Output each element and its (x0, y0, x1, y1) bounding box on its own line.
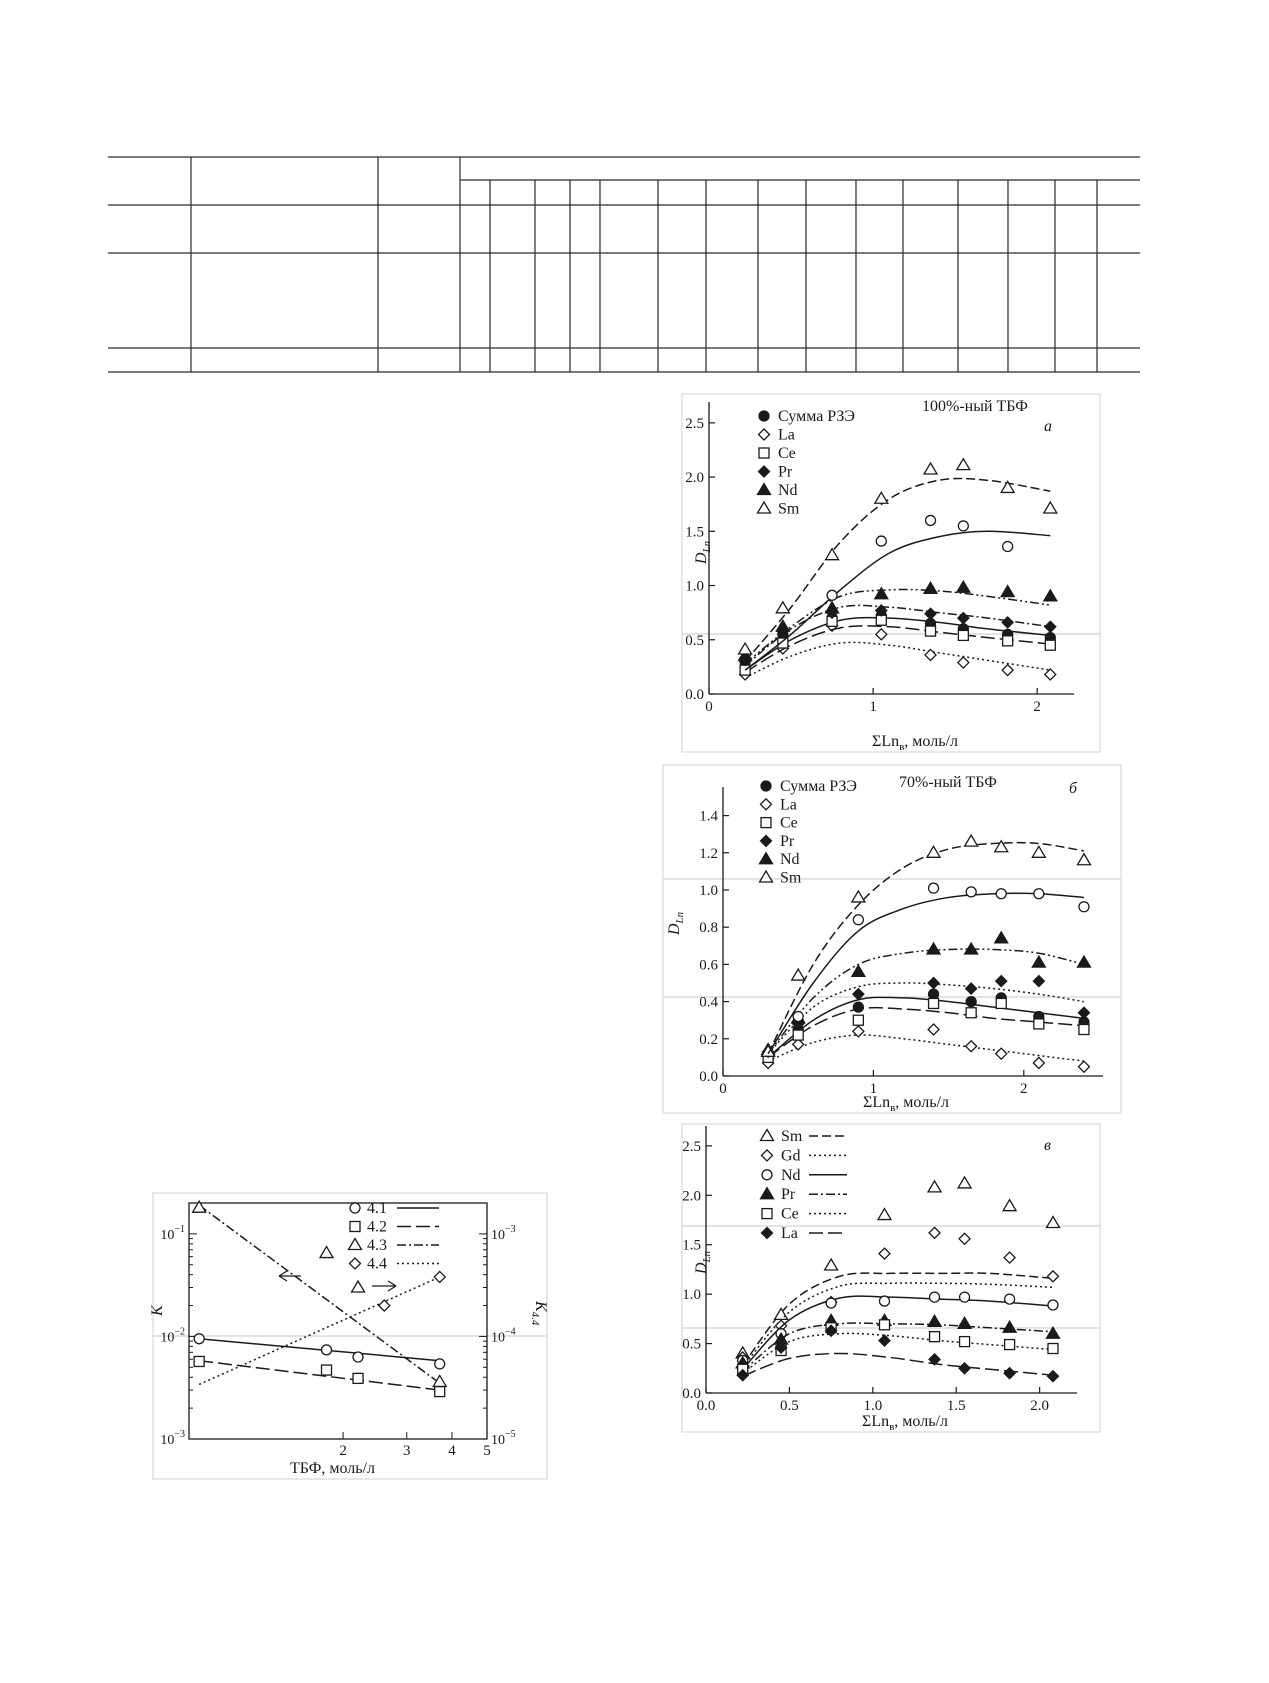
legend-marker (761, 1130, 774, 1141)
data-point (959, 1233, 970, 1244)
series-line (199, 1277, 440, 1385)
data-point (924, 582, 937, 593)
chart-v-ylabel-main: D (693, 1262, 710, 1274)
panel-v-plot (682, 1126, 1077, 1414)
x-tick-label: 0.0 (696, 1398, 716, 1414)
data-point (929, 998, 939, 1008)
y-left-tick-label (160, 1326, 185, 1345)
legend-marker (762, 1150, 773, 1161)
data-point (1034, 1019, 1044, 1029)
y-tick-label: 2.5 (682, 1138, 701, 1155)
legend-label: Pr (781, 1186, 796, 1204)
data-point (957, 459, 970, 470)
y-tick-label: 0.5 (682, 1336, 701, 1353)
data-point (958, 1177, 971, 1188)
data-point (996, 889, 1006, 899)
chart-b-ylabel-main: D (666, 923, 683, 935)
data-point (875, 492, 888, 503)
data-point (926, 515, 936, 525)
data-point (929, 1227, 940, 1238)
data-point (996, 998, 1006, 1008)
panel-v-legend (761, 1128, 848, 1242)
y-tick-label: 1.2 (699, 845, 718, 862)
chart-b-xlabel-sub: в (890, 1102, 896, 1114)
data-point (1048, 1300, 1058, 1310)
x-tick-label: 0.5 (780, 1398, 799, 1414)
data-point (1034, 889, 1044, 899)
chart-a-ylabel (693, 540, 713, 565)
data-point (379, 1300, 390, 1311)
data-point (1079, 1025, 1089, 1035)
y-tick-label: 0.5 (685, 632, 704, 649)
chart-a-xlabel-main: ΣLn (872, 733, 900, 750)
series-curve (745, 531, 1050, 670)
data-point (879, 1296, 889, 1306)
data-point (1079, 902, 1089, 912)
chart-v-xlabel-sub: в (889, 1421, 895, 1433)
chart-b-xlabel-main: ΣLn (863, 1094, 891, 1111)
data-point (924, 463, 937, 474)
data-point (926, 626, 936, 636)
data-point (1033, 1057, 1044, 1068)
y-tick-label: 1.4 (699, 808, 718, 825)
data-point (826, 549, 839, 560)
chart-v-xlabel-main: ΣLn (862, 1413, 890, 1430)
data-point (957, 581, 970, 592)
legend-marker (759, 448, 769, 458)
data-point (775, 1308, 788, 1319)
legend-marker (760, 871, 773, 882)
panel-a-plot (685, 402, 1074, 715)
data-point (925, 649, 936, 660)
data-point (1044, 590, 1057, 601)
data-point (1005, 1294, 1015, 1304)
chart-v-ylabel (693, 1250, 713, 1275)
y-right-tick-label (491, 1224, 516, 1243)
data-point (1078, 1061, 1089, 1072)
data-point (1047, 1271, 1058, 1282)
chart-v-xlabel (862, 1413, 948, 1433)
y-tick-label: 0.0 (685, 687, 704, 703)
y-left-tick-label (160, 1429, 185, 1448)
data-point (433, 1375, 446, 1386)
y-tick-label: 0.0 (699, 1069, 718, 1085)
chart-a-xlabel-sub: в (899, 741, 905, 753)
data-point (194, 1356, 204, 1366)
data-point (1004, 1252, 1015, 1263)
legend-marker (761, 1188, 774, 1199)
data-point (1046, 1216, 1059, 1227)
legend-marker (349, 1239, 362, 1250)
data-point (996, 1048, 1007, 1059)
legend-marker (761, 835, 772, 846)
legend-marker (761, 781, 771, 791)
data-point (960, 1337, 970, 1347)
data-point (928, 1181, 941, 1192)
legend-marker (762, 1209, 772, 1219)
series-Ce (763, 998, 1089, 1062)
data-point (958, 521, 968, 531)
data-point (965, 835, 978, 846)
data-point (876, 536, 886, 546)
series-4.3 (193, 1201, 447, 1386)
chart-k-xlabel: ТБФ, моль/л (290, 1460, 375, 1477)
chart-panel-v (682, 1124, 1102, 1434)
data-point (878, 1209, 891, 1220)
data-point (322, 1345, 332, 1355)
data-point (930, 1332, 940, 1342)
x-tick-label: 0 (719, 1081, 727, 1097)
data-point (1005, 1340, 1015, 1350)
y-tick-label: 1.0 (699, 883, 718, 899)
tick-base: 10 (491, 1227, 505, 1243)
tick-exponent: −1 (174, 1223, 185, 1235)
legend-marker (350, 1258, 361, 1269)
data-point (925, 608, 936, 619)
series-4.1 (194, 1334, 445, 1369)
legend-marker (762, 1170, 772, 1180)
y-tick-label: 1.5 (682, 1237, 701, 1254)
data-point (928, 978, 939, 989)
chart-a-xlabel-unit: , моль/л (904, 733, 958, 750)
series-curve (768, 1035, 1084, 1061)
tick-base: 10 (160, 1227, 175, 1243)
chart-v-svg (682, 1124, 1102, 1434)
data-point (966, 983, 977, 994)
legend-label: 4.2 (367, 1218, 387, 1236)
data-point (1077, 854, 1090, 865)
chart-panel-b (663, 765, 1123, 1115)
right-axis-arrow (372, 1281, 396, 1291)
data-point (194, 1334, 204, 1344)
chart-a-title: 100%-ный ТБФ (922, 398, 1028, 415)
data-point (792, 969, 805, 980)
data-point (1045, 669, 1056, 680)
data-point (1001, 481, 1014, 492)
x-tick-label: 4 (448, 1443, 456, 1459)
x-tick-label: 1 (869, 699, 877, 715)
data-point (853, 1015, 863, 1025)
panel-a-legend (758, 408, 855, 518)
legend-label: 4.4 (367, 1255, 387, 1273)
data-point (958, 1317, 971, 1328)
x-tick-label: 2.0 (1030, 1398, 1050, 1414)
chart-b-ylabel-sub: Ln (674, 911, 686, 924)
data-point (853, 915, 863, 925)
data-point (320, 1247, 333, 1258)
data-point (958, 630, 968, 640)
data-point (1004, 1368, 1015, 1379)
legend-marker (761, 799, 772, 810)
chart-panel-k (149, 1193, 549, 1481)
data-point (825, 1259, 838, 1270)
data-point (353, 1373, 363, 1383)
y-tick-label: 2.0 (682, 1188, 701, 1205)
x-tick-label: 5 (483, 1443, 491, 1459)
data-point (852, 891, 865, 902)
data-point (960, 1292, 970, 1302)
x-tick-label: 1.0 (863, 1398, 883, 1414)
tick-exponent: −4 (505, 1326, 516, 1338)
chart-a-panel-label: а (1044, 418, 1052, 435)
legend-label: Ce (780, 814, 798, 832)
data-point (827, 590, 837, 600)
data-point (995, 932, 1008, 943)
legend-label: Сумма РЗЭ (778, 408, 855, 425)
chart-b-ylabel (666, 911, 686, 936)
legend-label: 4.1 (367, 1200, 387, 1217)
data-point (959, 1363, 970, 1374)
legend-label: Pr (778, 463, 793, 481)
panel-k-plot (160, 1201, 515, 1459)
y-tick-label: 2.5 (685, 415, 704, 432)
chart-k-ylabel-right (529, 1300, 549, 1326)
data-point (928, 1315, 941, 1326)
data-point (929, 989, 939, 999)
chart-b-xlabel-unit: , моль/л (895, 1094, 949, 1111)
legend-label: Gd (781, 1147, 801, 1165)
chart-k-ylabel-right-main: K (532, 1301, 549, 1312)
tick-base: 10 (160, 1330, 175, 1346)
chart-v-xlabel-unit: , моль/л (894, 1413, 948, 1430)
legend-label: Ce (781, 1205, 799, 1223)
tick-base: 10 (491, 1433, 505, 1448)
y-right-tick-label (491, 1429, 516, 1448)
chart-v-panel-label: в (1044, 1137, 1051, 1154)
legend-marker (759, 411, 769, 421)
legend-label: Sm (781, 1128, 803, 1145)
tick-base: 10 (491, 1330, 505, 1346)
legend-label: Сумма РЗЭ (780, 778, 857, 795)
tick-exponent: −3 (505, 1223, 516, 1235)
data-point (853, 1002, 863, 1012)
y-tick-label: 2.0 (685, 470, 704, 487)
y-tick-label: 1.0 (682, 1287, 701, 1304)
data-point (1002, 617, 1013, 628)
panel-b-legend (760, 778, 857, 887)
x-tick-label: 1.5 (946, 1398, 966, 1414)
legend-marker (760, 853, 773, 864)
x-tick-label: 1 (869, 1081, 878, 1097)
y-right-tick-label (491, 1326, 516, 1345)
series-La (763, 1024, 1090, 1072)
data-point (875, 588, 888, 599)
data-point (966, 887, 976, 897)
data-point (927, 846, 940, 857)
data-point (1003, 541, 1013, 551)
data-point (1003, 1321, 1016, 1332)
data-point (1044, 502, 1057, 513)
data-point (1003, 636, 1013, 646)
legend-label: 4.3 (367, 1237, 387, 1254)
tick-exponent: −3 (174, 1429, 185, 1440)
empty-table-grid (0, 0, 1269, 400)
chart-v-ylabel-sub: Ln (701, 1250, 713, 1263)
legend-label: Nd (780, 851, 800, 869)
data-point (1002, 665, 1013, 676)
x-tick-label: 0 (705, 699, 713, 715)
legend-marker (350, 1203, 360, 1213)
data-point (353, 1352, 363, 1362)
data-point (927, 943, 940, 954)
data-point (352, 1281, 365, 1292)
data-point (1077, 956, 1090, 967)
data-point (776, 602, 789, 613)
data-point (958, 657, 969, 668)
series-curve (768, 893, 1084, 1053)
chart-a-svg (682, 394, 1102, 754)
data-point (879, 1248, 890, 1259)
data-point (966, 997, 976, 1007)
chart-b-panel-label: б (1069, 780, 1078, 797)
series-line (199, 1361, 440, 1390)
data-point (996, 976, 1007, 987)
chart-k-ylabel: K (149, 1305, 166, 1316)
series-line (199, 1205, 440, 1383)
data-point (776, 620, 789, 631)
y-tick-label: 1.5 (685, 524, 704, 541)
x-tick-label: 2 (1020, 1081, 1028, 1097)
chart-panel-a (682, 394, 1102, 754)
x-tick-label: 2 (1033, 699, 1041, 715)
legend-label: La (781, 1225, 798, 1242)
legend-marker (758, 502, 771, 513)
data-point (930, 1292, 940, 1302)
plot-frame (189, 1203, 487, 1439)
y-tick-label: 1.0 (685, 578, 704, 595)
data-point (966, 1041, 977, 1052)
data-point (1047, 1371, 1058, 1382)
series-Nd (762, 932, 1091, 1055)
data-point (1045, 621, 1056, 632)
legend-label: La (780, 796, 797, 814)
chart-b-svg (663, 765, 1123, 1115)
legend-marker (759, 466, 770, 477)
data-point (435, 1387, 445, 1397)
data-point (826, 1298, 836, 1308)
data-point (1078, 1007, 1089, 1018)
data-point (1032, 846, 1045, 857)
data-point (739, 643, 752, 654)
tick-exponent: −5 (505, 1429, 516, 1440)
legend-label: La (778, 426, 795, 444)
data-point (793, 1030, 803, 1040)
x-tick-label: 2 (339, 1443, 347, 1459)
data-point (1048, 1344, 1058, 1354)
legend-label: Ce (778, 445, 796, 462)
data-point (322, 1365, 332, 1375)
data-point (1001, 586, 1014, 597)
legend-marker (758, 484, 771, 495)
series-line (199, 1339, 440, 1361)
legend-marker (762, 1228, 773, 1239)
y-tick-label: 0.0 (682, 1386, 701, 1402)
x-tick-label: 3 (403, 1443, 411, 1459)
y-tick-label: 0.2 (699, 1031, 718, 1048)
data-point (1046, 1327, 1059, 1338)
chart-k-ylabel-right-sub: 4.4 (529, 1311, 541, 1326)
legend-marker (759, 429, 770, 440)
data-point (1045, 640, 1055, 650)
chart-k-svg (149, 1193, 549, 1481)
chart-a-ylabel-sub: Ln (701, 540, 713, 553)
left-axis-arrow (279, 1271, 301, 1281)
y-tick-label: 0.8 (699, 920, 718, 937)
data-point (1003, 1200, 1016, 1211)
chart-a-ylabel-main: D (693, 552, 710, 564)
legend-marker (350, 1222, 360, 1232)
legend-label: Sm (778, 500, 800, 518)
legend-label: Pr (780, 832, 795, 850)
legend-marker (761, 818, 771, 828)
panel-b-plot (699, 787, 1103, 1097)
tick-exponent: −2 (174, 1326, 185, 1338)
series-4.2 (194, 1356, 445, 1396)
chart-b-xlabel (863, 1094, 949, 1114)
chart-b-title: 70%-ный ТБФ (899, 774, 997, 791)
y-tick-label: 0.4 (699, 994, 718, 1011)
tick-base: 10 (160, 1433, 175, 1448)
chart-a-xlabel (872, 733, 958, 753)
data-point (928, 1024, 939, 1035)
panel-k-legend (349, 1200, 440, 1273)
data-point (434, 1271, 445, 1282)
data-point (1032, 956, 1045, 967)
data-point (853, 989, 864, 1000)
y-left-tick-label (160, 1224, 185, 1243)
data-point (966, 1008, 976, 1018)
y-tick-label: 0.6 (699, 957, 718, 974)
data-point (1033, 976, 1044, 987)
data-point (826, 602, 839, 613)
data-point (435, 1359, 445, 1369)
data-point (929, 883, 939, 893)
data-point (879, 1335, 890, 1346)
data-point (793, 1011, 803, 1021)
data-point (876, 629, 887, 640)
legend-label: Sm (780, 869, 802, 887)
data-point (958, 613, 969, 624)
data-point (879, 1320, 889, 1330)
legend-label: Nd (778, 482, 798, 499)
legend-label: Nd (781, 1166, 801, 1184)
